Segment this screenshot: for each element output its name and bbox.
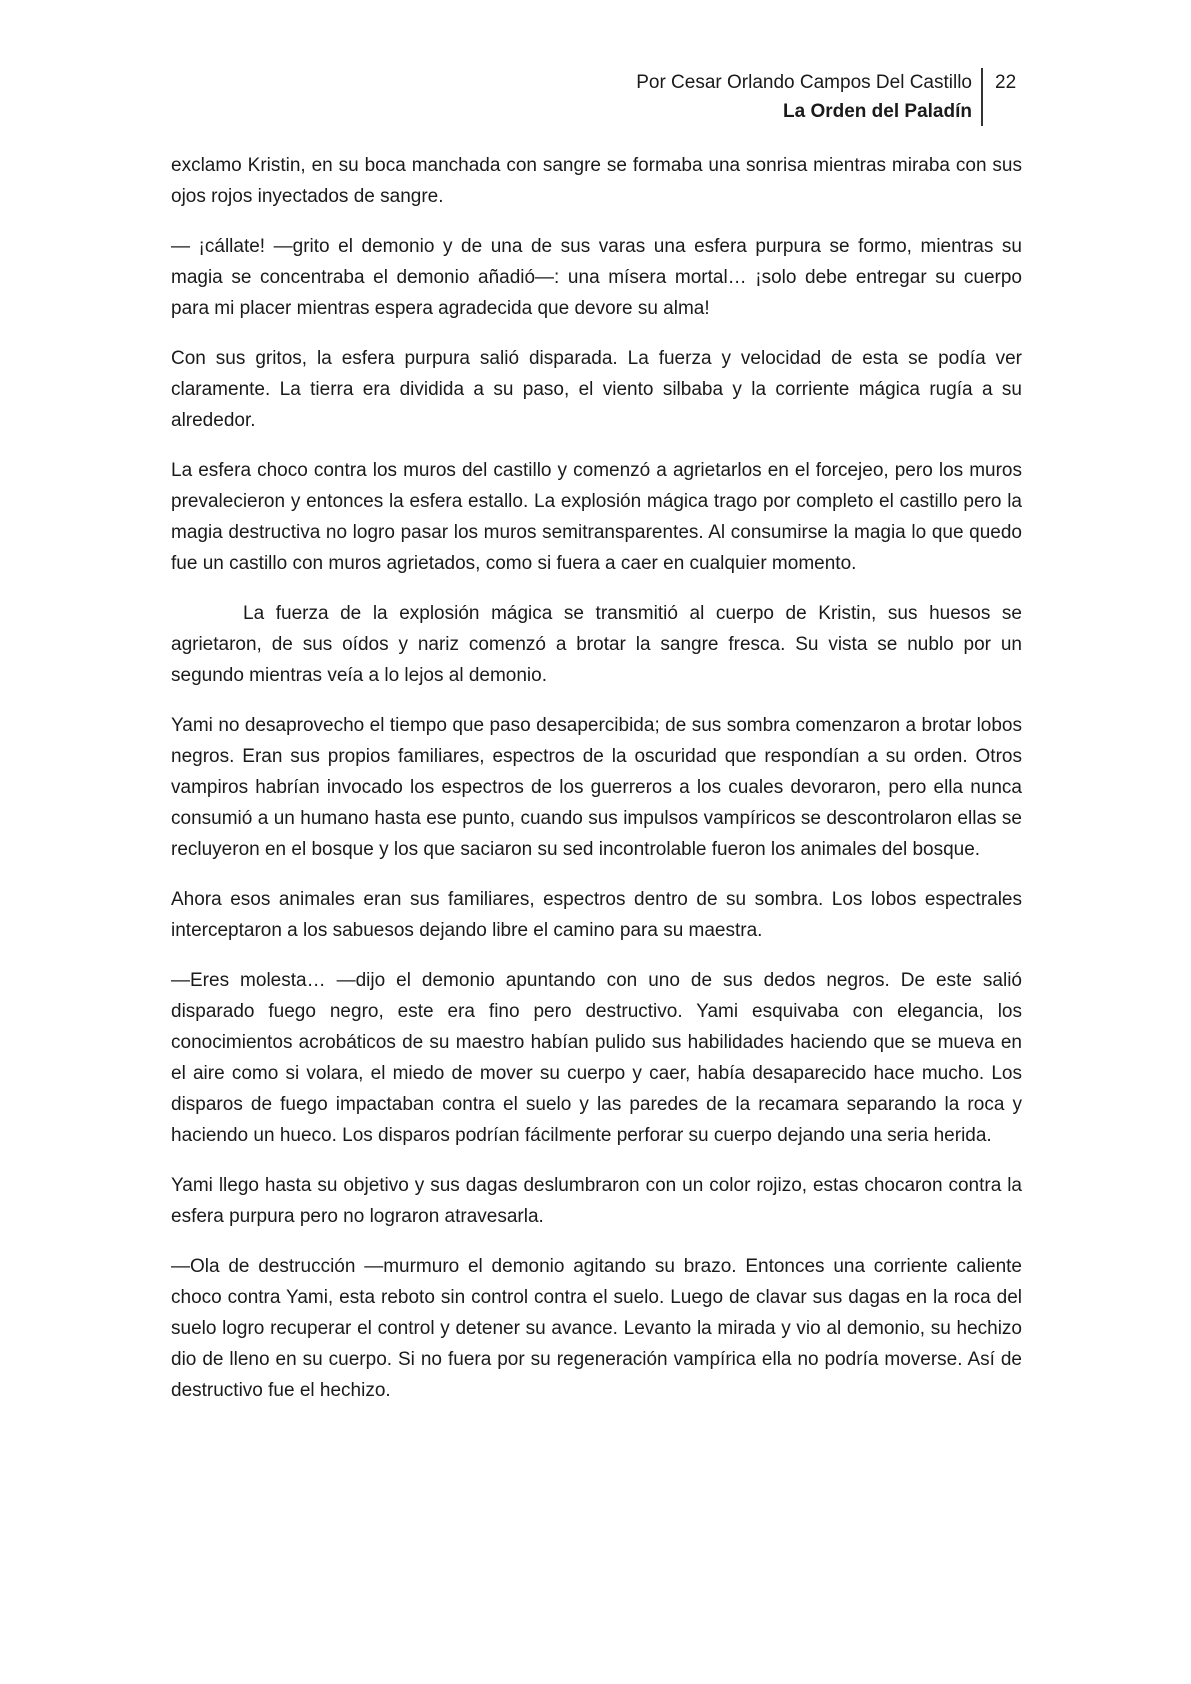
paragraph: Yami no desaprovecho el tiempo que paso desapercibida; de sus sombra comenzaron a brotar lobos negros. Eran sus propios familiares, espectros de la oscuridad que respondían a su orden. Otros vampiros habrían invocado los espectros de los guerreros a los cuales devoraron, pero ella nunca consumió a un humano hasta ese punto, cuando sus impulsos vampíricos se descontrolaron ellas se recluyeron en el bosque y los que saciaron su sed incontrolable fueron los animales del bosque. [171, 715, 1022, 860]
header-author: Por Cesar Orlando Campos Del Castillo [636, 72, 972, 93]
paragraph: La fuerza de la explosión mágica se transmitió al cuerpo de Kristin, sus huesos se agrietaron, de sus oídos y nariz comenzó a brotar la sangre fresca. Su vista se nublo por un segundo mientras veía a lo lejos al demonio. [171, 603, 1022, 686]
paragraph: La esfera choco contra los muros del castillo y comenzó a agrietarlos en el forcejeo, pero los muros prevalecieron y entonces la esfera estallo. La explosión mágica trago por completo el castillo pero la magia destructiva no logro pasar los muros semitransparentes. Al consumirse la magia lo que quedo fue un castillo con muros agrietados, como si fuera a caer en cualquier momento. [171, 460, 1022, 574]
paragraph: Yami llego hasta su objetivo y sus dagas deslumbraron con un color rojizo, estas chocaron contra la esfera purpura pero no lograron atravesarla. [171, 1175, 1022, 1227]
page-body [171, 150, 1022, 1425]
paragraph: exclamo Kristin, en su boca manchada con sangre se formaba una sonrisa mientras miraba con sus ojos rojos inyectados de sangre. [171, 155, 1022, 207]
page-number: 22 [995, 72, 1017, 93]
paragraph: —Eres molesta… —dijo el demonio apuntando con uno de sus dedos negros. De este salió disparado fuego negro, este era fino pero destructivo. Yami esquivaba con elegancia, los conocimientos acrobáticos de su maestro habían pulido sus habilidades haciendo que se mueva en el aire como si volara, el miedo de mover su cuerpo y caer, había desaparecido hace mucho. Los disparos de fuego impactaban contra el suelo y las paredes de la recamara separando la roca y haciendo un hueco. Los disparos podrían fácilmente perforar su cuerpo dejando una seria herida. [171, 970, 1022, 1146]
header-book-title: La Orden del Paladín [783, 101, 972, 122]
paragraph: Con sus gritos, la esfera purpura salió disparada. La fuerza y velocidad de esta se podía ver claramente. La tierra era dividida a su paso, el viento silbaba y la corriente mágica rugía a su alrededor. [171, 348, 1022, 431]
page-header [636, 68, 1025, 126]
paragraph: —Ola de destrucción —murmuro el demonio agitando su brazo. Entonces una corriente caliente choco contra Yami, esta reboto sin control contra el suelo. Luego de clavar sus dagas en la roca del suelo logro recuperar el control y detener su avance. Levanto la mirada y vio al demonio, su hechizo dio de lleno en su cuerpo. Si no fuera por su regeneración vampírica ella no podría moverse. Así de destructivo fue el hechizo. [171, 1256, 1022, 1401]
header-text [636, 68, 981, 126]
paragraph: Ahora esos animales eran sus familiares, espectros dentro de su sombra. Los lobos espectrales interceptaron a los sabuesos dejando libre el camino para su maestra. [171, 889, 1022, 941]
paragraph: — ¡cállate! —grito el demonio y de una de sus varas una esfera purpura se formo, mientras su magia se concentraba el demonio añadió—: una mísera mortal… ¡solo debe entregar su cuerpo para mi placer mientras espera agradecida que devore su alma! [171, 236, 1022, 319]
